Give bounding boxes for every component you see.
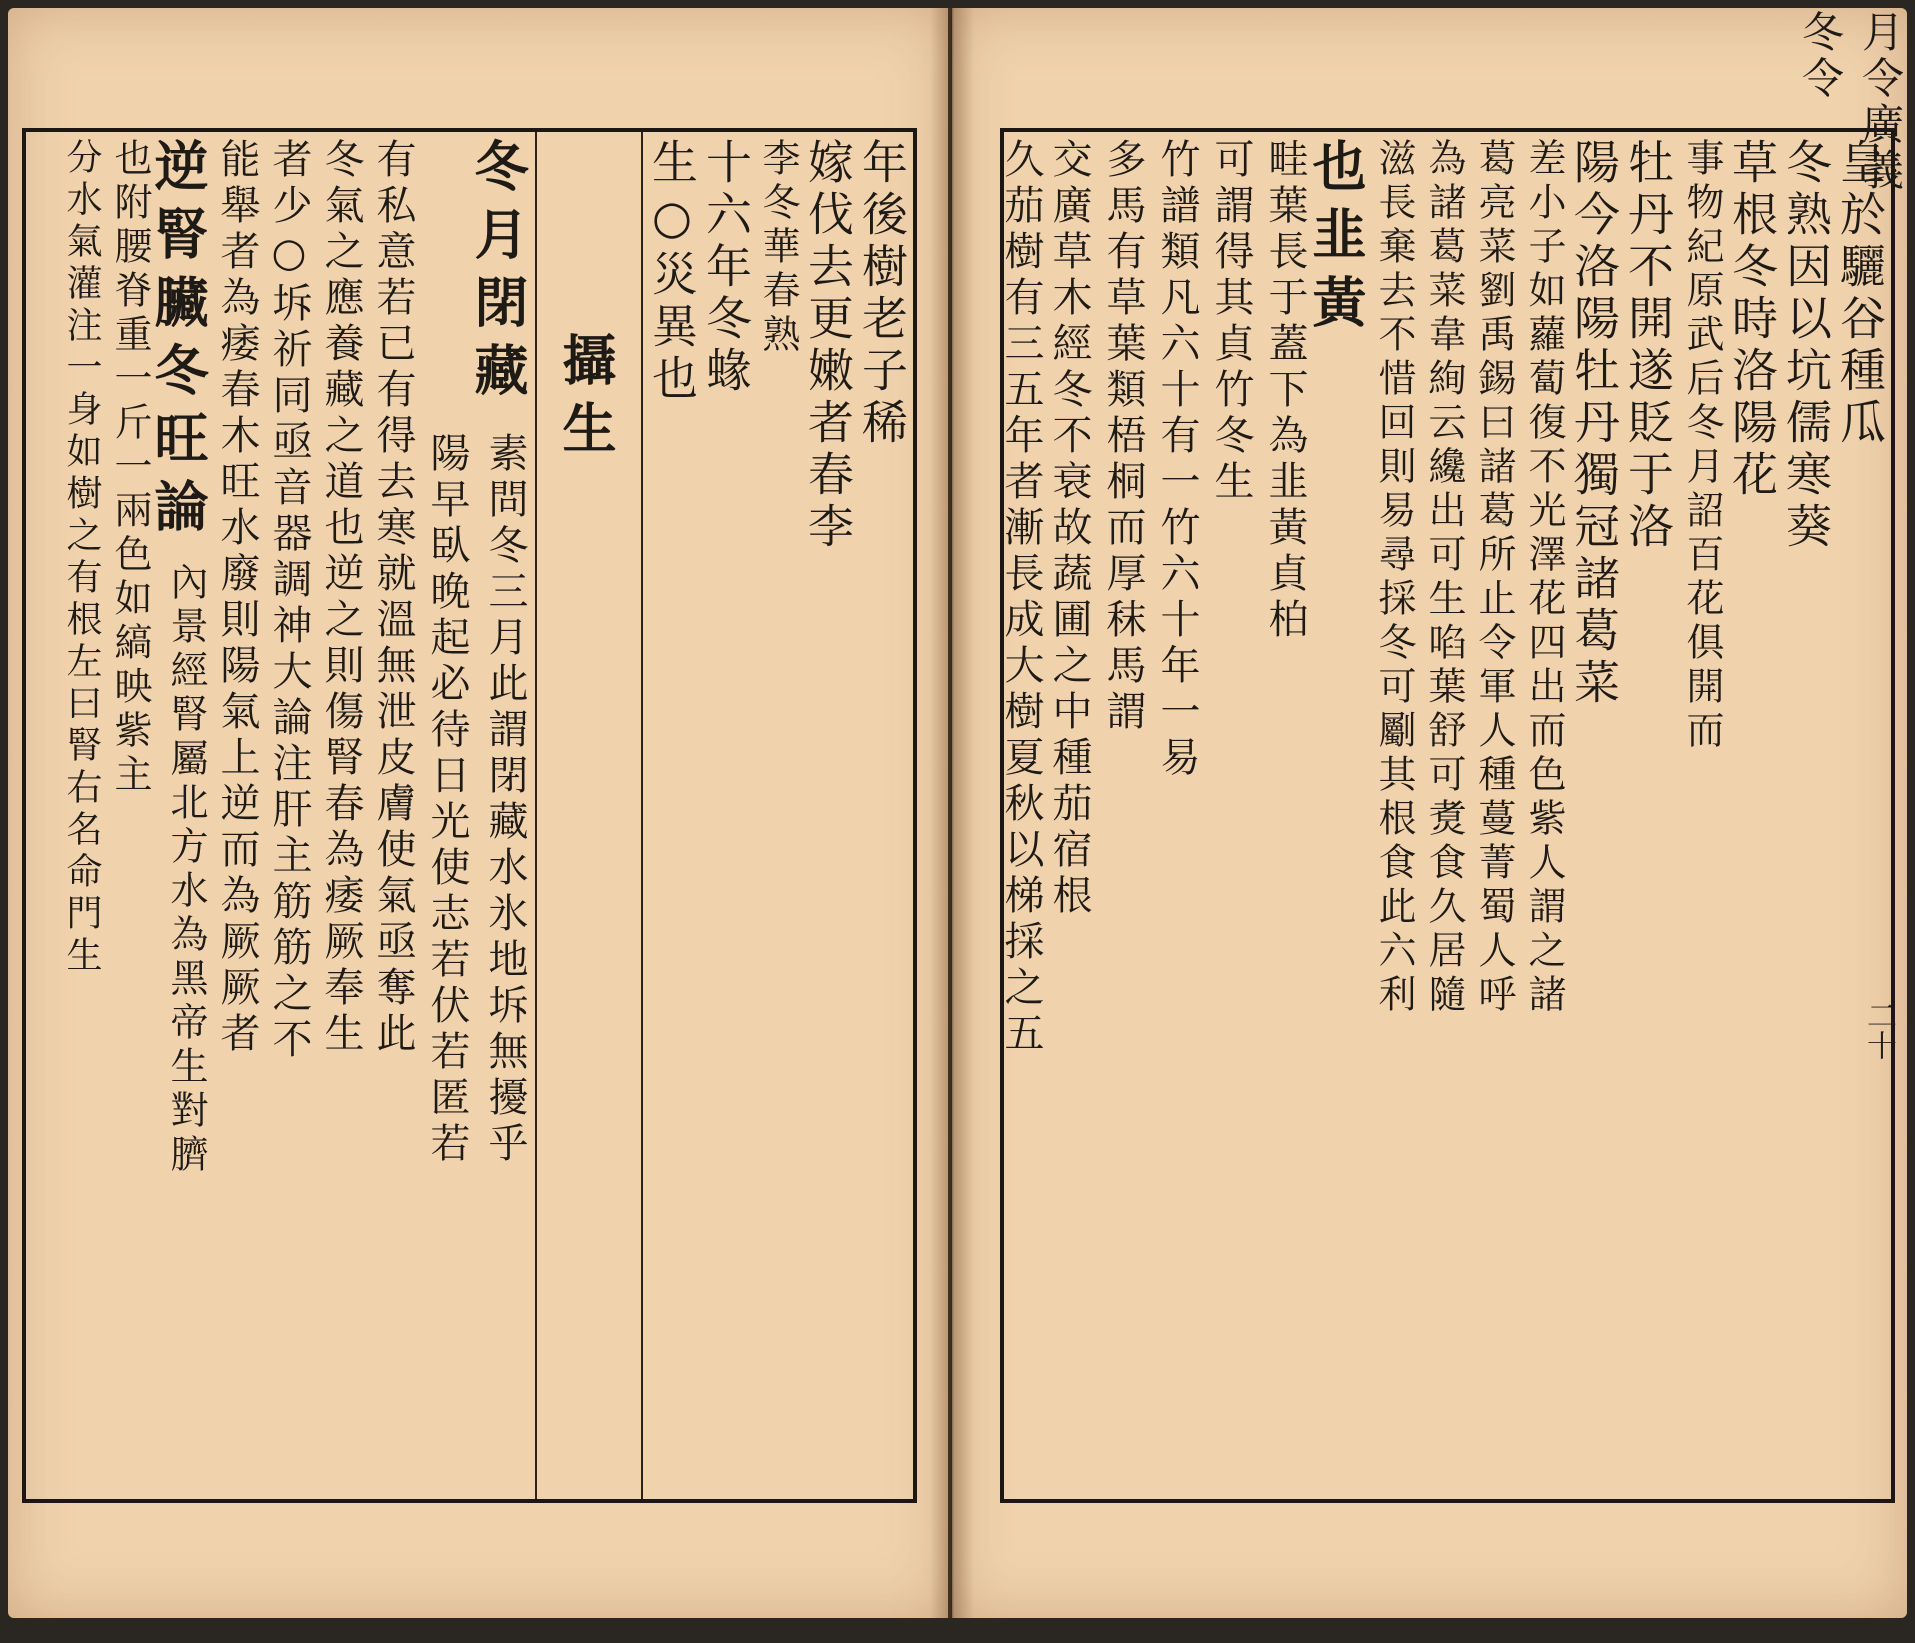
text-column: 皇於驪谷種瓜 [1833, 138, 1887, 450]
text-column: 素問冬三月此謂閉藏水氷地坼無擾乎 [482, 432, 528, 1168]
text-column: 冬氣之應養藏之道也逆之則傷腎春為痿厥奉生 [318, 138, 364, 1058]
text-column: 李冬華春熟 [756, 138, 800, 358]
entry-heading: 冬月閉藏 [466, 138, 530, 410]
fold-page-number: 二十 [1861, 1000, 1896, 1060]
text-column: 生○災異也 [645, 138, 699, 406]
text-column: 有私意若已有得去寒就溫無泄皮膚使氣亟奪此 [370, 138, 416, 1058]
text-column: 滋長棄去不惜回則易尋採冬可劚其根食此六利 [1372, 138, 1416, 1018]
text-column: 多馬有草葉類梧桐而厚秣馬謂 [1100, 138, 1146, 736]
text-column: 陽早臥晚起必待日光使志若伏若匿若 [424, 432, 470, 1168]
text-column: 分水氣灌注一身如樹之有根左曰腎右名命門生 [61, 138, 102, 978]
text-column: 年後樹老子稀 [855, 138, 909, 450]
text-column: 能舉者為痿春木旺水廢則陽氣上逆而為厥厥者 [214, 138, 260, 1058]
text-column: 事物紀原武后冬月詔百花俱開而 [1680, 138, 1724, 754]
right-text-frame [1000, 128, 1895, 1503]
entry-heading: 也韭黃 [1304, 138, 1368, 342]
text-column: 久茄樹有三五年者漸長成大樹夏秋以梯採之五 [998, 138, 1044, 1058]
text-column: 竹譜類凡六十有一竹六十年一易 [1154, 138, 1200, 782]
text-column: 可謂得其貞竹冬生 [1208, 138, 1254, 506]
column-rule [535, 132, 537, 1499]
text-column: 也附腰脊重一斤一兩色如縞映紫主 [108, 138, 152, 798]
left-text-frame [22, 128, 917, 1503]
text-column: 內景經腎屬北方水為黑帝生對臍 [164, 562, 208, 1178]
section-heading: 攝生 [554, 332, 618, 468]
text-column: 牡丹不開遂貶于洛 [1621, 138, 1675, 554]
text-column: 差小子如蘿蔔復不光澤花四出而色紫人謂之諸 [1522, 138, 1566, 1018]
entry-heading: 逆腎臟冬旺論 [146, 138, 210, 546]
text-column: 十六年冬蝝 [699, 138, 753, 398]
text-column: 者少○坼祈同亟音器調神大論注肝主筋筋之不 [266, 138, 312, 1064]
text-column: 交廣草木經冬不衰故蔬圃之中種茄宿根 [1046, 138, 1092, 920]
book-gutter [930, 8, 974, 1618]
text-column: 嫁伐去更嫩者春李 [801, 138, 855, 554]
text-column: 為諸葛菜韋絢云纔出可生啗葉舒可煑食久居隨 [1422, 138, 1466, 1018]
text-column: 冬熟因以坑儒寒葵 [1779, 138, 1833, 554]
text-column: 陽今洛陽牡丹獨冠諸葛菜 [1567, 138, 1621, 710]
text-column: 葛亮菜劉禹錫曰諸葛所止令軍人種蔓菁蜀人呼 [1472, 138, 1516, 1018]
edge-title: 月令廣義冬令 [1796, 10, 1905, 194]
text-column: 草根冬時洛陽花 [1725, 138, 1779, 502]
text-column: 畦葉長于蓋下為韭黃貞柏 [1262, 138, 1308, 644]
column-rule [641, 132, 643, 1499]
